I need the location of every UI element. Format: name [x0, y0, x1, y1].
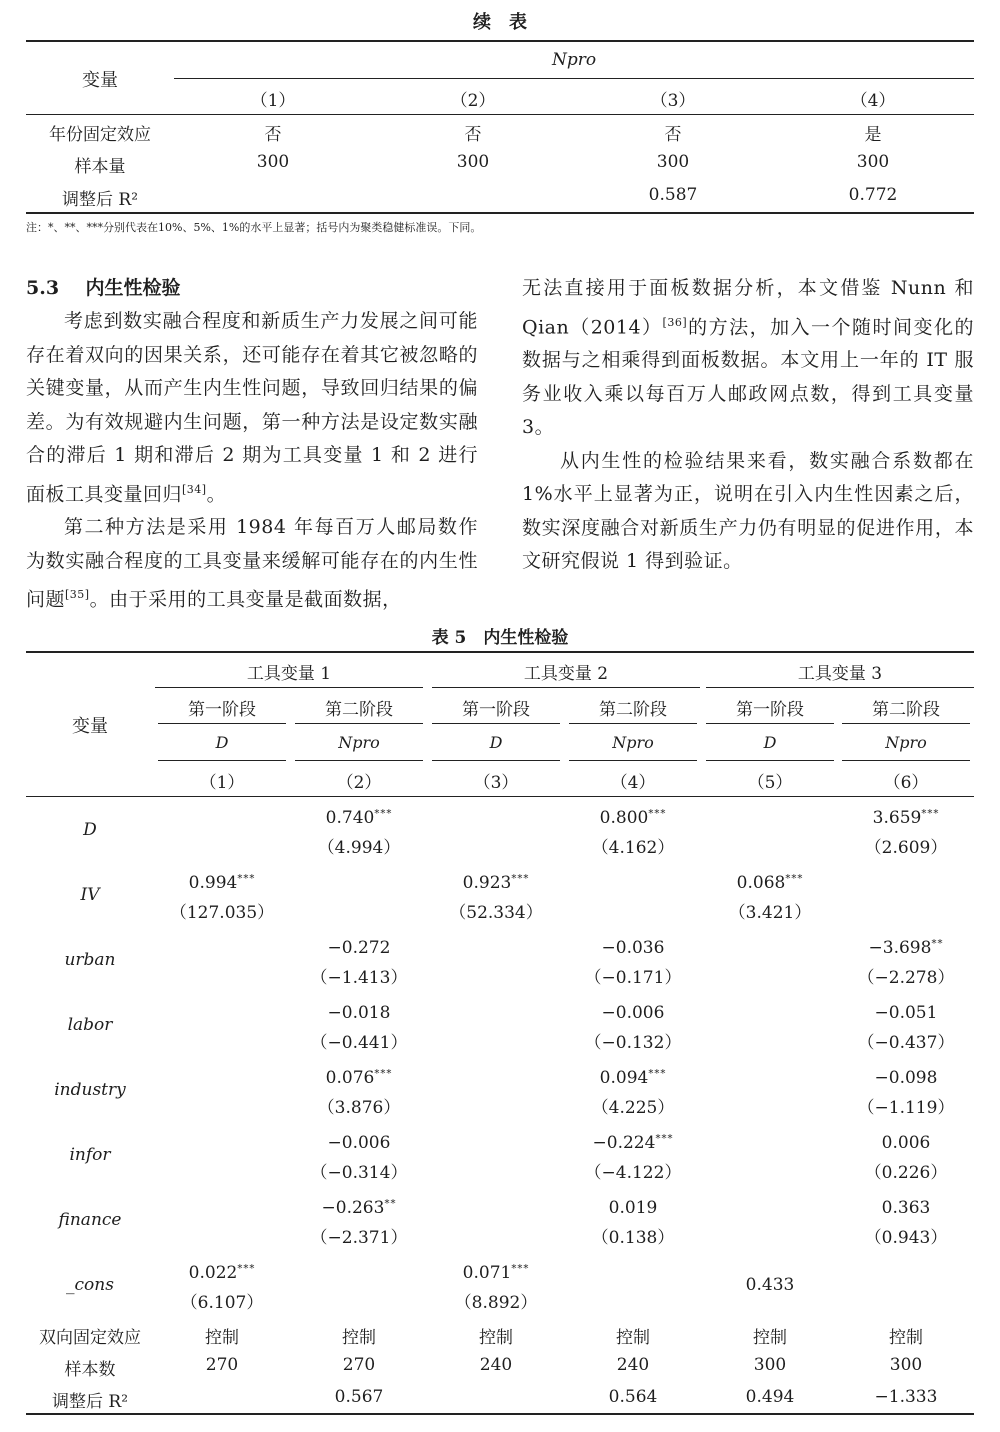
tstat-value: （−2.371） [310, 1228, 408, 1248]
footer-value: 0.494 [745, 1387, 795, 1407]
stage-underline [569, 723, 697, 724]
stage-header: 第一阶段 [736, 700, 804, 720]
col-number: （1） [199, 773, 245, 793]
tstat-value: （52.334） [449, 903, 543, 923]
right-column [522, 272, 974, 579]
col-number: （5） [747, 773, 793, 793]
coef-value: −0.006 [327, 1133, 391, 1153]
depvar-underline [569, 760, 697, 761]
significance-stars: *** [655, 1133, 674, 1145]
significance-stars: *** [511, 1263, 530, 1275]
stage-header: 第二阶段 [325, 700, 393, 720]
left-paragraph-2: 第二种方法是采用 1984 年每百万人邮局数作为数实融合程度的工具变量来缓解可能存在的内生性问题[35]。由于采用的工具变量是截面数据， [26, 516, 478, 611]
depvar-header: Npro [612, 733, 654, 752]
footer-value: 控制 [753, 1328, 787, 1348]
coef-value: −0.224*** [592, 1133, 674, 1153]
coef-value: −0.036 [601, 938, 665, 958]
depvar-underline [158, 760, 286, 761]
group-underline [706, 687, 974, 688]
significance-stars: *** [785, 873, 804, 885]
depvar-underline [842, 760, 970, 761]
row-label: IV [80, 885, 100, 905]
table5-var-header: 变量 [72, 716, 108, 737]
coef-value: −0.018 [327, 1003, 391, 1023]
col-number: （6） [883, 773, 929, 793]
row-label: D [83, 820, 97, 840]
table5-rule-top [26, 651, 974, 653]
top-row-label: 调整后 R² [61, 190, 139, 210]
table5-title: 表 5 内生性检验 [431, 628, 569, 648]
table5-rule-bottom [26, 1413, 974, 1415]
footer-value: 300 [889, 1355, 923, 1375]
footer-value: 240 [479, 1355, 513, 1375]
tstat-value: （−0.441） [310, 1033, 408, 1053]
top-table-rule-bottom [26, 212, 974, 214]
row-label: urban [64, 950, 116, 970]
coef-value: 0.740*** [325, 808, 393, 828]
tstat-value: （−1.413） [310, 968, 408, 988]
stage-underline [706, 723, 834, 724]
coef-value: 0.923*** [462, 873, 530, 893]
footer-value: 控制 [205, 1328, 239, 1348]
tstat-value: （−0.314） [310, 1163, 408, 1183]
significance-stars: *** [921, 808, 940, 820]
top-col-header: （4） [850, 91, 896, 111]
top-col-header: （2） [450, 91, 496, 111]
tstat-value: （4.994） [317, 838, 401, 858]
top-table-rule-head [26, 114, 974, 115]
footer-value: 控制 [479, 1328, 513, 1348]
tstat-value: （4.225） [591, 1098, 675, 1118]
coef-value: 0.019 [608, 1198, 658, 1218]
tstat-value: （−0.171） [584, 968, 682, 988]
coef-value: 0.433 [745, 1275, 795, 1295]
coef-value: −0.051 [874, 1003, 938, 1023]
right-paragraph-2: 从内生性的检验结果来看，数实融合系数都在 1%水平上显著为正，说明在引入内生性因素之后，数实深度融合对新质生产力仍有明显的促进作用，本文研究假说 1 得到验证。 [522, 449, 974, 573]
significance-stars: *** [648, 808, 667, 820]
top-row-value: 否 [464, 125, 482, 145]
coef-value: 0.068*** [736, 873, 804, 893]
tstat-value: （3.421） [728, 903, 812, 923]
tstat-value: （−1.119） [857, 1098, 955, 1118]
section-title: 内生性检验 [85, 277, 181, 299]
top-table-dep-var: Npro [551, 50, 597, 70]
section-number: 5.3 [26, 277, 60, 299]
top-row-value: 是 [864, 125, 882, 145]
footer-value: 控制 [342, 1328, 376, 1348]
footer-value: 控制 [889, 1328, 923, 1348]
footer-label: 调整后 R² [51, 1392, 129, 1412]
coef-value: −0.006 [601, 1003, 665, 1023]
coef-value: 0.094*** [599, 1068, 667, 1088]
top-table-caption: 续 表 [473, 12, 527, 33]
tstat-value: （−2.278） [857, 968, 955, 988]
table5-rule-head [26, 796, 974, 797]
coef-value: 0.800*** [599, 808, 667, 828]
row-label: finance [58, 1210, 122, 1230]
stage-underline [158, 723, 286, 724]
stage-header: 第二阶段 [872, 700, 940, 720]
top-row-label: 样本量 [74, 157, 126, 177]
tstat-value: （8.892） [454, 1293, 538, 1313]
tstat-value: （6.107） [180, 1293, 264, 1313]
depvar-underline [432, 760, 560, 761]
left-column [26, 305, 478, 617]
coef-value: 3.659*** [872, 808, 940, 828]
top-table-var-header: 变量 [82, 70, 118, 91]
group-underline [432, 687, 700, 688]
coef-value: 0.363 [881, 1198, 931, 1218]
depvar-header: D [763, 733, 777, 752]
top-table-rule-mid [174, 78, 974, 79]
top-row-value: 否 [264, 125, 282, 145]
tstat-value: （−4.122） [584, 1163, 682, 1183]
stage-underline [295, 723, 423, 724]
depvar-header: Npro [338, 733, 380, 752]
footer-label: 双向固定效应 [39, 1328, 141, 1348]
significance-stars: *** [237, 1263, 256, 1275]
group-underline [155, 687, 423, 688]
top-row-label: 年份固定效应 [49, 125, 151, 145]
coef-value: 0.022*** [188, 1263, 256, 1283]
coef-value: 0.076*** [325, 1068, 393, 1088]
stage-header: 第一阶段 [462, 700, 530, 720]
depvar-header: D [215, 733, 229, 752]
col-number: （4） [610, 773, 656, 793]
significance-stars: *** [648, 1068, 667, 1080]
significance-stars: *** [374, 808, 393, 820]
instrument-group-header: 工具变量 1 [246, 664, 332, 684]
section-heading [26, 273, 181, 300]
significance-stars: ** [384, 1198, 397, 1210]
top-col-header: （3） [650, 91, 696, 111]
depvar-header: Npro [885, 733, 927, 752]
coef-value: −0.272 [327, 938, 391, 958]
footer-value: 300 [753, 1355, 787, 1375]
footer-value: 0.567 [334, 1387, 384, 1407]
col-number: （2） [336, 773, 382, 793]
footer-value: 控制 [616, 1328, 650, 1348]
tstat-value: （2.609） [864, 838, 948, 858]
footer-value: 270 [205, 1355, 239, 1375]
footer-value: 0.564 [608, 1387, 658, 1407]
coef-value: 0.994*** [188, 873, 256, 893]
coef-value: 0.071*** [462, 1263, 530, 1283]
depvar-header: D [489, 733, 503, 752]
top-row-value: 0.772 [848, 185, 898, 205]
footer-value: −1.333 [874, 1387, 938, 1407]
coef-value: 0.006 [881, 1133, 931, 1153]
left-paragraph-1: 考虑到数实融合程度和新质生产力发展之间可能存在着双向的因果关系，还可能存在着其它被忽略的关键变量，从而产生内生性问题，导致回归结果的偏差。为有效规避内生问题，第一种方法是设定数实融合的滞后 1 期和滞后 2 期为工具变量 1 和 2 进行面板工具变量回归[34]。 [26, 310, 478, 505]
tstat-value: （−0.437） [857, 1033, 955, 1053]
tstat-value: （0.226） [864, 1163, 948, 1183]
depvar-underline [295, 760, 423, 761]
coef-value: −0.098 [874, 1068, 938, 1088]
right-paragraph-1: 无法直接用于面板数据分析，本文借鉴 Nunn 和 Qian（2014）[36]的方法，加入一个随时间变化的数据与之相乘得到面板数据。本文用上一年的 IT 服务业收入乘以每百万人邮政网点数，得到工具变量 3。 [522, 277, 974, 439]
tstat-value: （3.876） [317, 1098, 401, 1118]
tstat-value: （−0.132） [584, 1033, 682, 1053]
footer-value: 240 [616, 1355, 650, 1375]
row-label: industry [54, 1080, 126, 1100]
top-row-value: 300 [656, 152, 690, 172]
significance-stars: *** [237, 873, 256, 885]
row-label: labor [67, 1015, 113, 1035]
significance-stars: *** [374, 1068, 393, 1080]
depvar-underline [706, 760, 834, 761]
coef-value: −3.698** [868, 938, 944, 958]
tstat-value: （4.162） [591, 838, 675, 858]
footer-label: 样本数 [64, 1360, 116, 1380]
stage-header: 第二阶段 [599, 700, 667, 720]
stage-underline [432, 723, 560, 724]
col-number: （3） [473, 773, 519, 793]
coef-value: −0.263** [321, 1198, 397, 1218]
top-row-value: 0.587 [648, 185, 698, 205]
instrument-group-header: 工具变量 3 [797, 664, 883, 684]
stage-header: 第一阶段 [188, 700, 256, 720]
tstat-value: （0.943） [864, 1228, 948, 1248]
top-row-value: 300 [256, 152, 290, 172]
top-col-header: （1） [250, 91, 296, 111]
top-row-value: 否 [664, 125, 682, 145]
footer-value: 270 [342, 1355, 376, 1375]
stage-underline [842, 723, 970, 724]
significance-stars: ** [931, 938, 944, 950]
top-row-value: 300 [856, 152, 890, 172]
row-label: _cons [66, 1275, 114, 1295]
instrument-group-header: 工具变量 2 [523, 664, 609, 684]
top-table-note: 注：*、**、***分别代表在10%、5%、1%的水平上显著；括号内为聚类稳健标准误。下同。 [26, 221, 482, 234]
tstat-value: （127.035） [169, 903, 275, 923]
tstat-value: （0.138） [591, 1228, 675, 1248]
row-label: infor [69, 1145, 111, 1165]
significance-stars: *** [511, 873, 530, 885]
top-row-value: 300 [456, 152, 490, 172]
top-table-rule-top [26, 40, 974, 42]
